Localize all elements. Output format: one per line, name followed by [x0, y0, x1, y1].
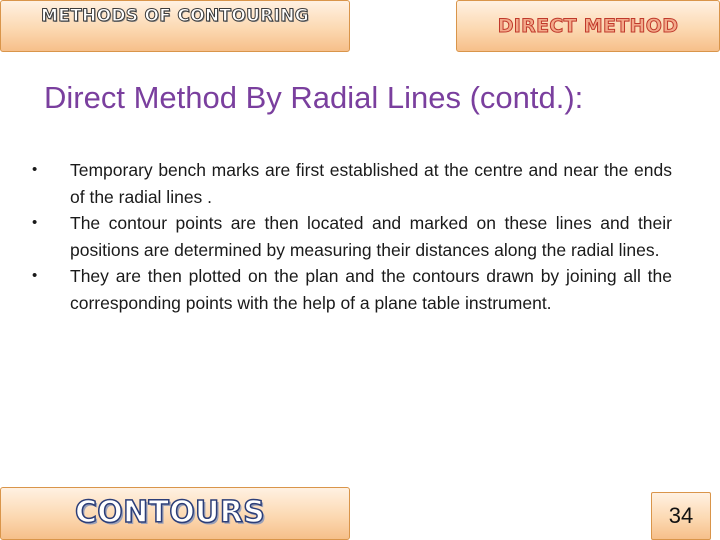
page-number: 34 [668, 503, 694, 528]
header-methods-box [0, 0, 350, 52]
bullet-list [26, 157, 672, 316]
bullet-text: Temporary bench marks are first established at the centre and near the ends of the radial lines . [70, 160, 672, 207]
bullet-text: The contour points are then located and marked on these lines and their positions are determined by measuring their distances along the radial lines. [70, 213, 672, 260]
bullet-item [26, 263, 672, 316]
bullet-dot-icon: • [32, 161, 38, 178]
page-number-box [651, 492, 711, 540]
bullet-item [26, 157, 672, 210]
footer-contours-label: CONTOURS [74, 495, 266, 530]
bullet-dot-icon: • [32, 214, 38, 231]
bullet-text: They are then plotted on the plan and the contours drawn by joining all the corresponding points with the help of a plane table instrument. [70, 266, 672, 313]
header-direct-method-label: DIRECT METHOD [497, 15, 679, 37]
bullet-item [26, 210, 672, 263]
footer-contours-box [0, 487, 350, 540]
slide-title: Direct Method By Radial Lines (contd.): [44, 80, 584, 115]
header-methods-label: METHODS OF CONTOURING [41, 6, 309, 26]
header-direct-method-box [456, 0, 720, 52]
bullet-dot-icon: • [32, 267, 38, 284]
